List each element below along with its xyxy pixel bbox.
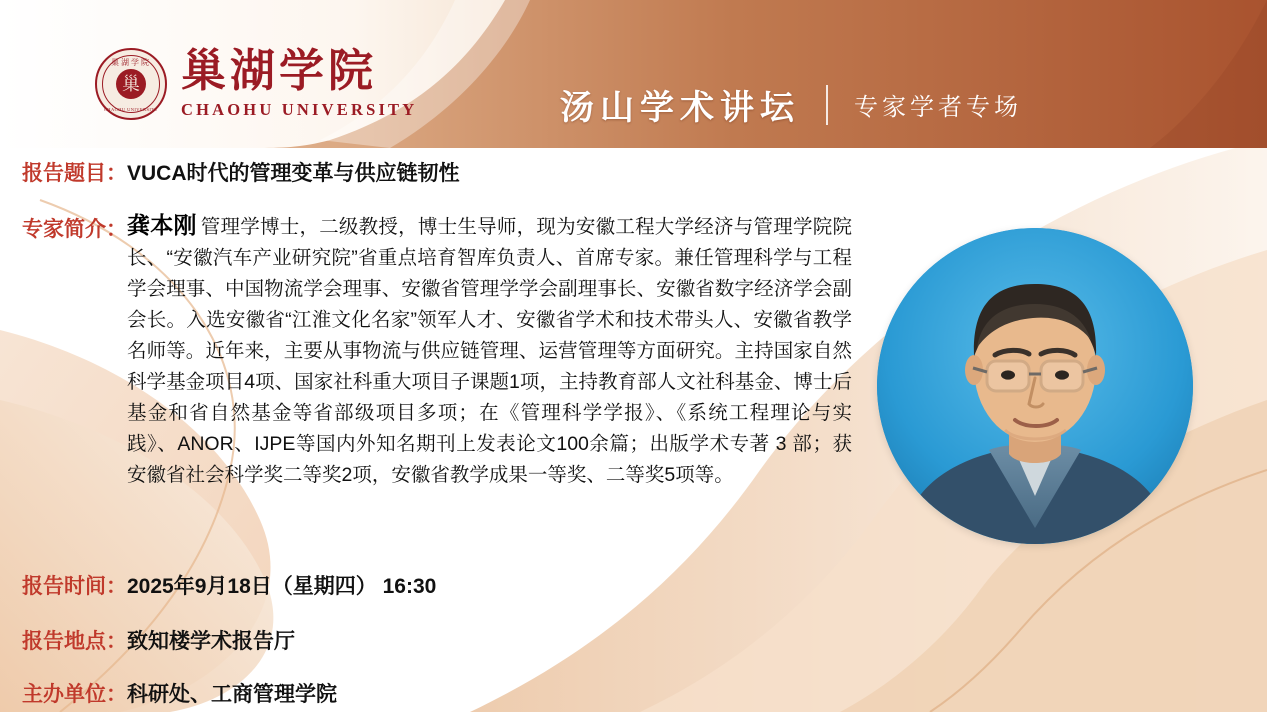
bio-row (22, 210, 902, 491)
organizer-row (22, 678, 337, 708)
banner-main-title: 汤山学术讲坛 (560, 90, 800, 127)
time-value: 2025年9月18日（星期四） 16:30 (127, 575, 437, 598)
topic-label: 报告题目： (22, 162, 127, 185)
topic-row (22, 157, 460, 187)
organizer-label: 主办单位： (22, 683, 127, 706)
seal-top-text: 巢湖学院 (111, 58, 151, 67)
bio-label: 专家简介： (22, 218, 127, 241)
time-row (22, 570, 436, 600)
bio-text: 管理学博士，二级教授，博士生导师，现为安徽工程大学经济与管理学院院长、“安徽汽车产业研究院”省重点培育智库负责人、首席专家。兼任管理科学与工程学会理事、中国物流学会理事、安徽省管理学学会副理事长、安徽省数字经济学会副会长。入选安徽省“江淮文化名家”领军人才、安徽省学术和技术带头人、安徽省教学名师等。近年来，主要从事物流与供应链管理、运营管理等方面研究。主持国家自然科学基金项目4项、国家社科重大项目子课题1项，主持教育部人文社科基金、博士后基金和省自然基金等省部级项目多项；在《管理科学学报》、《系统工程理论与实践》、ANOR、IJPE等国内外知名期刊上发表论文100余篇；出版学术专著 3 部；获安徽省社会科学奖二等奖2项，安徽省教学成果一等奖、二等奖5项等。 (127, 216, 852, 486)
place-row (22, 625, 295, 655)
seal-mark-text: 巢 (116, 69, 146, 99)
portrait-illustration (877, 228, 1193, 544)
place-value: 致知楼学术报告厅 (127, 630, 295, 653)
banner-sub-title: 专家学者专场 (854, 95, 1022, 121)
speaker-portrait (877, 228, 1193, 544)
logo-chinese-name: 巢湖学院 (181, 46, 378, 97)
topic-value: VUCA时代的管理变革与供应链韧性 (127, 162, 460, 185)
speaker-name: 龚本刚 (127, 212, 197, 238)
time-label: 报告时间： (22, 575, 127, 598)
place-label: 报告地点： (22, 630, 127, 653)
logo-english-name: CHAOHU UNIVERSITY (181, 99, 418, 119)
bio-body (127, 210, 852, 491)
organizer-value: 科研处、工商管理学院 (127, 683, 337, 706)
seal-bottom-text: CHAOHU UNIVERSITY (103, 107, 159, 112)
